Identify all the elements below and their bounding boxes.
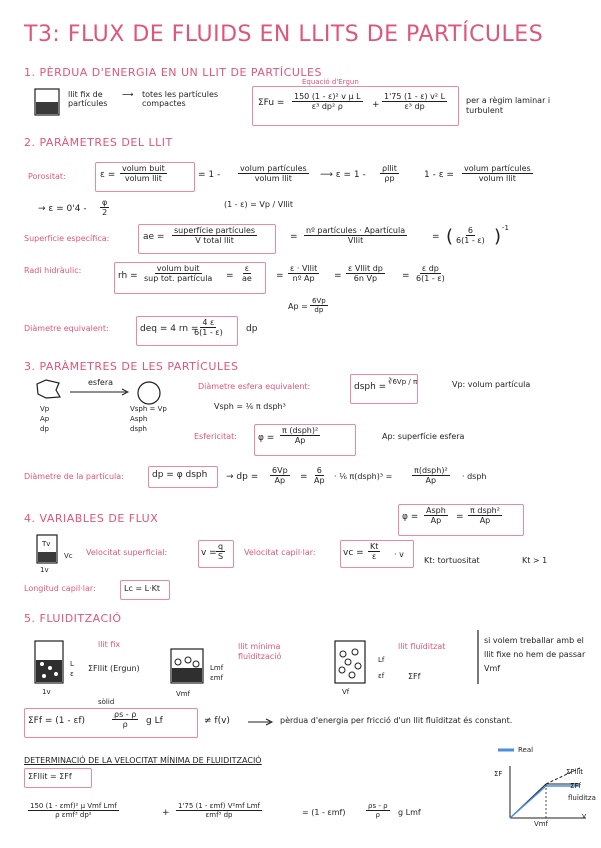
ergun-plus: +: [372, 100, 380, 110]
fixed-title: llit fix: [98, 640, 121, 649]
rh-f2-num: ε · Vllit: [290, 264, 318, 273]
porosity-lhs: ε =: [100, 170, 116, 180]
kt-note: Kt: tortuositat: [424, 556, 480, 565]
ae-frac-2: [304, 226, 407, 245]
graph-real-line-1: [510, 786, 546, 818]
ae-paren-close: ): [494, 226, 502, 247]
c4-num: π(dsph)²: [414, 466, 448, 475]
ergun-term-1: [292, 92, 363, 111]
tube-label-tv: Tv: [42, 540, 51, 548]
sym-dp: dp: [40, 425, 49, 433]
deq-num: 4 ε: [202, 318, 215, 327]
graph-y-label: ΣF: [494, 770, 503, 778]
approx-den: 2: [102, 208, 108, 217]
phi-den: Ap: [294, 436, 306, 445]
phi-num: π (dsph)²: [282, 426, 319, 435]
section-5-heading: 5. FLUIDITZACIÓ: [24, 612, 122, 625]
eq-b-num: ρllit: [382, 164, 397, 173]
rh-f4-den: 6(1 - ε): [416, 274, 445, 283]
tube1-label-v: 1v: [42, 688, 51, 696]
vc-tail: · v: [394, 550, 404, 559]
ergun-sigma: ΣFu =: [258, 98, 285, 108]
v-num: q: [218, 542, 224, 551]
graph-x-label: v: [582, 812, 587, 820]
ap-relation: Ap =: [288, 302, 308, 311]
porosity-frac-b: [380, 164, 399, 183]
ae-exponent: -1: [502, 224, 509, 232]
main-eq-frac: [112, 710, 138, 729]
dsph-root-val: 6Vp / π: [392, 378, 418, 386]
graph-vmf-label: Vmf: [534, 820, 549, 828]
ergun-t2-den: ε³ dp: [404, 102, 425, 111]
porosity-den: volum llit: [124, 174, 162, 183]
graph-l2: ΣFf: [570, 782, 581, 790]
ae-den-2: Vllit: [347, 236, 364, 245]
rh-den: sup tot. partícula: [144, 274, 213, 283]
tube3-label-v: Vf: [342, 688, 350, 696]
ae-num: superfície partícules: [174, 226, 256, 235]
section-2-heading: 2. PARÀMETRES DEL LLIT: [24, 136, 173, 149]
min-title: llit mínima fluïdització: [238, 642, 282, 661]
phi-frac: [280, 426, 320, 445]
ergun-t1-den: ε³ dp² ρ: [311, 102, 343, 111]
fluid-note: si volem treballar amb el llit fixe no hem de passar Vmf: [484, 636, 586, 673]
porosity-arrow: ⟶ ε = 1 -: [320, 170, 366, 180]
sym-vp: Vp: [40, 405, 50, 413]
tube3-label-l: Lf: [378, 656, 385, 664]
bt3-den: ρ: [375, 811, 380, 819]
rh-frac-f3: [346, 264, 385, 283]
bt-plus: +: [162, 808, 170, 818]
neq-text: ≠ f(v): [204, 716, 230, 726]
phi2-frac: [424, 506, 448, 525]
rh-frac-f4: [414, 264, 447, 283]
porosity-eq-a: = 1 -: [198, 170, 221, 180]
irregular-particle-icon: [34, 378, 62, 400]
ap-note: Ap: superfície esfera: [382, 432, 465, 441]
rh-f2-den: nº Ap: [292, 274, 315, 283]
rh-eq-4: =: [402, 271, 410, 281]
sphere-arrow-label: esfera: [88, 378, 114, 387]
vc-frac: [368, 542, 380, 561]
deq-den: 6(1 - ε): [194, 328, 223, 337]
bt2-frac: [176, 802, 262, 819]
c2-den: Ap: [314, 476, 325, 485]
phi2-eq: =: [456, 512, 464, 522]
dsph-lhs: dsph =: [354, 382, 387, 392]
regime-note: per a règim laminar i turbulent: [466, 96, 551, 115]
vmin-heading: DETERMINACIÓ DE LA VELOCITAT MÍNIMA DE FLUIDITZACIÓ: [24, 756, 262, 765]
dp-chain-1: → dp =: [226, 472, 259, 482]
tube2-label-l: Lmf: [210, 664, 224, 672]
deq-label: Diàmetre equivalent:: [24, 324, 109, 333]
bed-label-1: llit fix de partícules: [68, 90, 108, 108]
arrow-icon: ⟶: [122, 90, 134, 99]
particle-syms: [40, 404, 49, 434]
ae-lhs: ae =: [143, 232, 165, 242]
c1-frac: [270, 466, 290, 485]
arrow-icon: [70, 388, 130, 396]
c1-num: 6Vp: [272, 466, 288, 475]
c2-num: 6: [316, 466, 322, 475]
deq-tail: dp: [246, 324, 258, 334]
c5-text: · dsph: [462, 472, 487, 481]
sigma-ff: ΣFf: [408, 672, 421, 681]
v-frac: [216, 542, 225, 561]
rh-eq-3: =: [334, 271, 342, 281]
approx-frac: [100, 198, 109, 217]
note-divider: [476, 630, 480, 684]
c1-den: Ap: [274, 476, 286, 485]
ap-num: 6Vp: [312, 297, 326, 305]
section-1-heading: 1. PÈRDUA D'ENERGIA EN UN LLIT DE PARTÍCULES: [24, 66, 322, 79]
rh-f-num: ε: [244, 264, 250, 273]
tube-label-1v: 1v: [40, 566, 49, 574]
section-4-heading: 4. VARIABLES DE FLUX: [24, 512, 159, 525]
tube2-label-e: εmf: [210, 674, 224, 682]
deq-sph-label: Diàmetre esfera equivalent:: [198, 382, 311, 391]
min-fluid-bed-icon: [170, 648, 206, 686]
porosity-label: Porositat:: [28, 172, 66, 181]
c4-frac: [412, 466, 450, 485]
phi2-den-2: Ap: [479, 516, 491, 525]
rh-f-den: ae: [242, 274, 252, 283]
lc-text: Lc = L·Kt: [124, 584, 161, 593]
fluid-bed-icon: [334, 640, 368, 686]
ae-den: V total llit: [195, 236, 234, 245]
kt-cond: Kt > 1: [522, 556, 548, 565]
eq-b-den: ρp: [384, 174, 395, 183]
bed-icon: [34, 88, 60, 116]
fixed-eq: ΣFllit (Ergun): [88, 664, 140, 673]
rh-f4-num: ε dp: [421, 264, 439, 273]
flow-tube-icon: [36, 534, 60, 564]
rh-frac-f2: [288, 264, 319, 283]
vp-relation: (1 - ε) = Vp / Vllit: [224, 200, 294, 209]
rh-num: volum buit: [156, 264, 200, 273]
arrow-text: pèrdua d'energia per fricció d'un llit fluïditzat és constant.: [280, 716, 513, 725]
sphericity-label: Esfericitat:: [194, 432, 237, 441]
bt3-frac: [366, 802, 390, 819]
ae-eq: =: [290, 232, 298, 242]
ergun-term-2: [382, 92, 447, 111]
bt-tail: g Lmf: [398, 808, 421, 817]
vp-note: Vp: volum partícula: [452, 380, 531, 389]
vs-label: Velocitat superficial:: [86, 548, 168, 557]
ae-paren-open: (: [446, 226, 454, 247]
rh-f3-num: ε Vllit dp: [348, 264, 383, 273]
bt2-den: εmf³ dp: [205, 811, 233, 819]
vsph-relation: Vsph = ⅙ π dsph³: [214, 402, 286, 411]
rh-eq: =: [226, 271, 234, 281]
rh-frac-f: [240, 264, 254, 283]
rh-label: Radi hidràulic:: [24, 266, 82, 275]
ae-frac-3: [454, 226, 487, 245]
ergun-t1-num: 150 (1 - ε)² v μ L: [294, 92, 361, 101]
sym-ap: Ap: [40, 415, 50, 423]
equality-text: ΣFllit = ΣFf: [28, 772, 72, 781]
porosity-frac: [120, 164, 167, 183]
eq-a-den: volum llit: [254, 174, 292, 183]
solid-label: sòlid: [98, 698, 115, 706]
sphere-syms: [130, 404, 167, 434]
ae-num-2: nº partícules · Apartícula: [306, 226, 406, 235]
rh-lhs: rh =: [118, 271, 138, 281]
tube2-label-v: Vmf: [176, 690, 191, 698]
phi2-num-2: π dsph²: [470, 506, 500, 515]
ae-den-3: 6(1 - ε): [456, 236, 485, 245]
c3-text: · ⅙ π(dsph)³ =: [334, 472, 393, 481]
bt3-num: ρs - ρ: [368, 802, 388, 810]
surface-label: Superfície específica:: [24, 234, 110, 243]
main-num: ρs - ρ: [114, 710, 137, 719]
sym-vsph: Vsph = Vp: [130, 405, 167, 413]
ap-frac: [310, 297, 328, 314]
tube1-label-e: ε: [70, 670, 74, 678]
page-title: T3: FLUX DE FLUIDS EN LLITS DE PARTÍCULES: [24, 22, 544, 47]
porosity-num: volum buit: [122, 164, 165, 173]
vc-label: Velocitat capil·lar:: [244, 548, 316, 557]
eq-c-num: volum partícules: [464, 164, 531, 173]
vc-den: ε: [372, 552, 377, 561]
bt2-num: 1'75 (1 - εmf) V²mf Lmf: [178, 802, 260, 810]
tube1-label-l: L: [70, 660, 74, 668]
fixed-bed-icon: [34, 640, 66, 686]
rh-eq-2: =: [276, 271, 284, 281]
phi-lhs: φ =: [258, 433, 275, 443]
c-eq-1: =: [300, 472, 308, 482]
c2-frac: [312, 466, 327, 485]
rh-f3-den: 6n Vp: [353, 274, 378, 283]
v-lhs: v =: [201, 548, 217, 558]
ae-num-3: 6: [467, 226, 473, 235]
porosity-approx: → ε = 0'4 -: [38, 204, 87, 214]
main-den: ρ: [122, 720, 128, 729]
bed-label-2: totes les partícules compactes: [142, 90, 219, 108]
vc-lhs: vc =: [343, 548, 364, 558]
rh-frac: [142, 264, 214, 283]
ae-frac: [172, 226, 257, 245]
phi2-lhs: φ =: [402, 512, 419, 522]
graph-l3: fluïditza: [568, 794, 596, 802]
c4-den: Ap: [425, 476, 437, 485]
ap-den: dp: [314, 306, 324, 314]
bt-eq: = (1 - εmf): [302, 808, 346, 817]
dp-box-text: dp = φ dsph: [152, 470, 208, 480]
bt1-den: ρ εmf³ dp²: [55, 811, 92, 819]
graph-legend: Real: [518, 746, 534, 754]
dpart-label: Diàmetre de la partícula:: [24, 472, 124, 481]
deq-lhs: deq = 4 rn =: [140, 324, 199, 334]
v-den: S: [218, 552, 224, 561]
phi2-den: Ap: [430, 516, 442, 525]
phi2-frac-2: [468, 506, 502, 525]
bt1-frac: [28, 802, 119, 819]
sym-asph: Asph: [130, 415, 148, 423]
arrow-icon: [248, 718, 274, 726]
porosity-eq-c: 1 - ε =: [424, 170, 454, 180]
tube3-label-e: εf: [378, 672, 385, 680]
graph-l1: ΣFllit: [566, 768, 584, 776]
sphere-icon: [136, 380, 162, 406]
ae-eq-2: =: [432, 232, 440, 242]
section-3-heading: 3. PARÀMETRES DE LES PARTÍCULES: [24, 360, 239, 373]
porosity-frac-c: [462, 164, 533, 183]
ergun-t2-num: 1'75 (1 - ε) v² L: [384, 92, 446, 101]
dsph-root: ∛6Vp / π: [388, 378, 418, 386]
eq-c-den: volum llit: [478, 174, 516, 183]
eq-a-num: volum partícules: [240, 164, 307, 173]
sym-dsph: dsph: [130, 425, 147, 433]
approx-num: φ: [102, 198, 108, 207]
tube-label-vc: Vc: [64, 552, 73, 560]
lc-label: Longitud capil·lar:: [24, 584, 96, 593]
ergun-label: Equació d'Ergun: [302, 78, 359, 86]
vc-num: Kt: [370, 542, 379, 551]
deq-frac: [192, 318, 225, 337]
bt1-num: 150 (1 - εmf)² μ Vmf Lmf: [30, 802, 117, 810]
main-eq-lhs: ΣFf = (1 - εf): [28, 716, 86, 726]
porosity-frac-a: [238, 164, 309, 183]
fluid-title: llit fluïditzat: [398, 642, 446, 651]
phi2-num: Asph: [426, 506, 446, 515]
main-eq-tail: g Lf: [146, 716, 163, 726]
